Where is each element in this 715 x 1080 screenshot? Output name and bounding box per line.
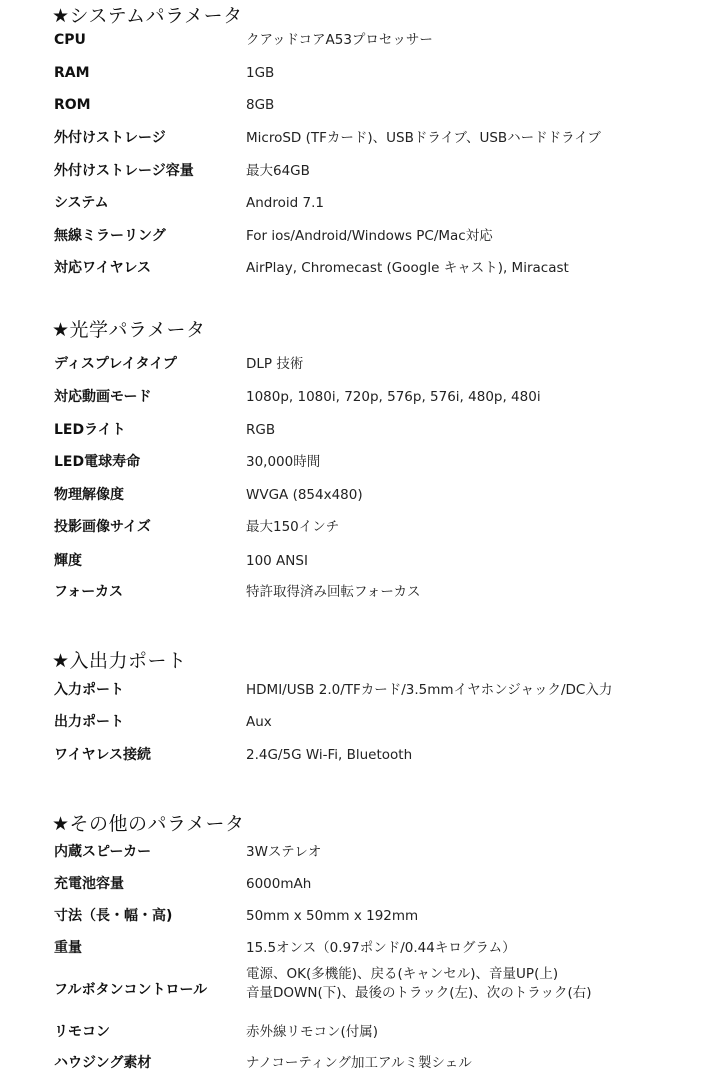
- spec-value: 特許取得済み回転フォーカス: [246, 584, 421, 600]
- spec-value: クアッドコアA53プロセッサー: [246, 32, 433, 48]
- spec-value: AirPlay, Chromecast (Google キャスト), Miracast: [246, 260, 569, 276]
- spec-row: [0, 479, 715, 512]
- spec-value-line: 音量DOWN(下)、最後のトラック(左)、次のトラック(右): [246, 985, 592, 1001]
- spec-value: 8GB: [246, 97, 275, 113]
- spec-label: リモコン: [54, 1024, 110, 1040]
- spec-label: 入力ポート: [54, 682, 124, 698]
- spec-value: WVGA (854x480): [246, 487, 363, 503]
- spec-row: [0, 24, 715, 57]
- spec-value: 6000mAh: [246, 876, 312, 892]
- section-title: ★入出力ポート: [52, 650, 187, 672]
- spec-row: [0, 932, 715, 965]
- spec-row: [0, 739, 715, 772]
- spec-value: 最大150インチ: [246, 519, 340, 535]
- spec-label: RAM: [54, 65, 90, 81]
- spec-row: [0, 836, 715, 869]
- section-title: ★光学パラメータ: [52, 319, 206, 341]
- spec-label: 内蔵スピーカー: [54, 844, 152, 860]
- spec-row: [0, 868, 715, 901]
- spec-row: [0, 545, 715, 578]
- spec-value: For ios/Android/Windows PC/Mac対応: [246, 228, 493, 244]
- spec-label: 充電池容量: [54, 876, 124, 892]
- spec-label: 無線ミラーリング: [54, 228, 166, 244]
- spec-row: [0, 511, 715, 544]
- spec-row: [0, 89, 715, 122]
- spec-value: 50mm x 50mm x 192mm: [246, 908, 419, 924]
- spec-row: [0, 381, 715, 414]
- spec-label: 重量: [54, 940, 82, 956]
- spec-row: [0, 900, 715, 933]
- spec-label: ワイヤレス接続: [54, 747, 152, 763]
- spec-value: 15.5オンス（0.97ポンド/0.44キログラム）: [246, 940, 516, 956]
- spec-row: [0, 252, 715, 285]
- spec-label: 出力ポート: [54, 714, 124, 730]
- spec-value: 30,000時間: [246, 454, 321, 470]
- spec-label: 寸法（長・幅・高): [54, 908, 173, 924]
- spec-label: システム: [54, 195, 109, 211]
- spec-value: 最大64GB: [246, 163, 310, 179]
- spec-row: [0, 348, 715, 381]
- spec-row: [0, 1047, 715, 1080]
- spec-row: [0, 220, 715, 253]
- spec-row: [0, 674, 715, 707]
- spec-label: 輝度: [54, 553, 82, 569]
- spec-value-line: 電源、OK(多機能)、戻る(キャンセル)、音量UP(上): [246, 966, 559, 982]
- spec-value: ナノコーティング加工アルミ製シェル: [246, 1055, 472, 1071]
- spec-row: [0, 706, 715, 739]
- spec-label: ROM: [54, 97, 91, 113]
- spec-value: 3Wステレオ: [246, 844, 322, 860]
- spec-value: 1GB: [246, 65, 275, 81]
- spec-row: [0, 57, 715, 90]
- section-title: ★システムパラメータ: [52, 5, 243, 27]
- spec-row: [0, 414, 715, 447]
- spec-label: ディスプレイタイプ: [54, 356, 177, 372]
- spec-label: CPU: [54, 32, 86, 48]
- spec-label: 投影画像サイズ: [54, 519, 151, 535]
- spec-label: 外付けストレージ容量: [54, 163, 194, 179]
- spec-row: [0, 1016, 715, 1049]
- spec-value: 100 ANSI: [246, 553, 308, 569]
- spec-label: フォーカス: [54, 584, 124, 600]
- spec-value: [246, 965, 592, 1003]
- spec-row: [0, 155, 715, 188]
- spec-label: 対応ワイヤレス: [54, 260, 152, 276]
- spec-value: 2.4G/5G Wi-Fi, Bluetooth: [246, 747, 413, 763]
- spec-label: フルボタンコントロール: [54, 982, 208, 998]
- spec-value: MicroSD (TFカード)、USBドライブ、USBハードドライブ: [246, 130, 601, 146]
- spec-label: 対応動画モード: [54, 389, 152, 405]
- spec-row: [0, 446, 715, 479]
- spec-value: Aux: [246, 714, 272, 730]
- spec-value: 赤外線リモコン(付属): [246, 1024, 379, 1040]
- spec-row: [0, 187, 715, 220]
- section-title: ★その他のパラメータ: [52, 813, 245, 835]
- spec-label: LED電球寿命: [54, 454, 141, 470]
- spec-value: DLP 技術: [246, 356, 304, 372]
- spec-row: [0, 122, 715, 155]
- spec-value: HDMI/USB 2.0/TFカード/3.5mmイヤホンジャック/DC入力: [246, 682, 613, 698]
- spec-row: [0, 576, 715, 609]
- spec-label: 外付けストレージ: [54, 130, 166, 146]
- spec-row: [0, 966, 715, 1007]
- spec-label: 物理解像度: [54, 487, 124, 503]
- spec-label: LEDライト: [54, 422, 126, 438]
- spec-label: ハウジング素材: [54, 1055, 152, 1071]
- spec-value: Android 7.1: [246, 195, 324, 211]
- spec-value: 1080p, 1080i, 720p, 576p, 576i, 480p, 480i: [246, 389, 541, 405]
- spec-value: RGB: [246, 422, 276, 438]
